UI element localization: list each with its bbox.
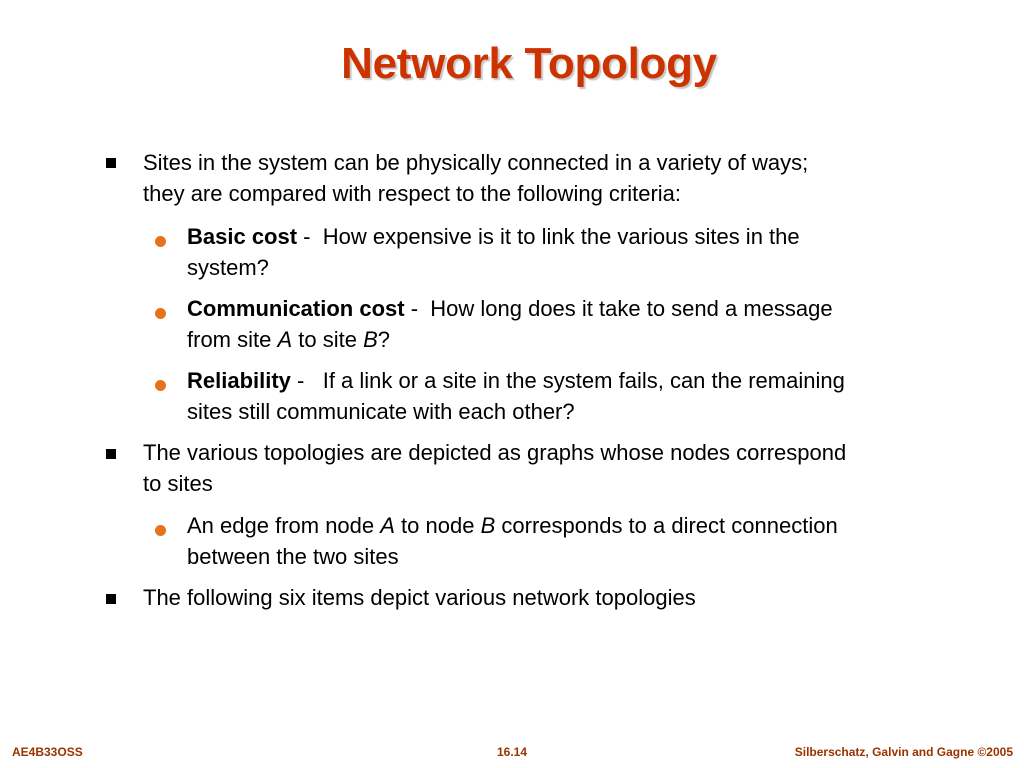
term-separator: -: [290, 368, 323, 393]
bullet-criteria: [143, 148, 983, 209]
footer-page-number: 16.14: [496, 745, 528, 759]
sub-bullet-text-pre: An edge from node: [187, 513, 381, 538]
term-basic-cost: Basic cost: [187, 224, 298, 249]
slide-title: Network Topology: [341, 39, 717, 88]
bullet-text-line2: they are compared with respect to the following criteria:: [143, 180, 682, 206]
bullet-text-line1: The various topologies are depicted as graphs whose nodes correspond: [143, 440, 847, 465]
footer-course-code: AE4B33OSS: [12, 745, 83, 759]
node-b-variable: B: [480, 513, 496, 538]
sub-bullet-text: If a link or a site in the system fails, can the remaining: [322, 368, 845, 393]
bullet-text-line1: Sites in the system can be physically connected in a variety of ways;: [143, 150, 809, 175]
term-reliability: Reliability: [187, 368, 291, 393]
sub-bullet-text-post: corresponds to a direct connection: [495, 513, 838, 538]
term-separator: -: [404, 296, 431, 321]
term-communication-cost: Communication cost: [187, 296, 405, 321]
sub-bullet-text-line2: sites still communicate with each other?: [187, 398, 575, 424]
sub-bullet-text-line2-pre: from site: [187, 326, 278, 352]
bullet-text-line2: to sites: [143, 470, 213, 496]
bullet-text-line1: The following six items depict various network topologies: [143, 585, 696, 610]
sub-bullet-text: How long does it take to send a message: [430, 296, 833, 321]
site-b-variable: B: [363, 326, 378, 352]
square-bullet-icon: [106, 449, 116, 459]
site-a-variable: A: [277, 326, 293, 352]
sub-bullet-text-line2: between the two sites: [187, 543, 399, 569]
sub-bullet-text: How expensive is it to link the various sites in the: [322, 224, 800, 249]
square-bullet-icon: [106, 158, 116, 168]
sub-bullet-text-mid: to node: [394, 513, 481, 538]
sub-bullet-text-line2: system?: [187, 254, 269, 280]
round-bullet-icon: [155, 308, 166, 319]
bullet-topologies-graphs: [143, 438, 983, 499]
round-bullet-icon: [155, 525, 166, 536]
round-bullet-icon: [155, 236, 166, 247]
node-a-variable: A: [380, 513, 395, 538]
sub-bullet-text-line2-mid: to site: [292, 326, 364, 352]
square-bullet-icon: [106, 594, 116, 604]
footer-copyright: Silberschatz, Galvin and Gagne ©2005: [794, 745, 1013, 759]
sub-bullet-edge: [187, 511, 977, 572]
sub-bullet-basic-cost: [187, 222, 977, 283]
sub-bullet-text-line2-post: ?: [377, 326, 391, 352]
sub-bullet-communication-cost: [187, 294, 977, 355]
round-bullet-icon: [155, 380, 166, 391]
sub-bullet-reliability: [187, 366, 977, 427]
term-separator: -: [297, 224, 323, 249]
bullet-six-items: [143, 583, 983, 614]
